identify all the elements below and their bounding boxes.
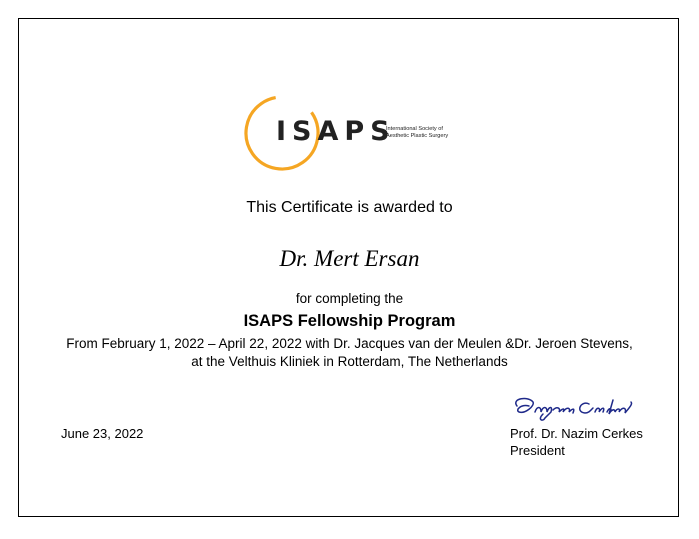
awarded-text: This Certificate is awarded to [246,199,453,216]
logo-subtitle-line1: International Society of [386,126,443,132]
recipient-name: Dr. Mert Ersan [279,246,420,271]
issue-date: June 23, 2022 [61,426,144,441]
signer-name: Prof. Dr. Nazim Cerkes [510,426,643,441]
completing-text: for completing the [295,291,404,306]
logo-subtitle-line2: Aesthetic Plastic Surgery [386,132,449,139]
logo-subtitle [386,126,448,139]
program-detail-line2: at the Velthuis Kliniek in Rotterdam, The Netherlands [191,354,508,369]
logo-wordmark: ISAPS [276,116,396,147]
signer-title: President [510,443,565,458]
program-detail-line1: From February 1, 2022 – April 22, 2022 with Dr. Jacques van der Meulen &Dr. Jeroen Stevens, [66,336,633,351]
signature-image [507,392,642,424]
program-title: ISAPS Fellowship Program [243,312,456,330]
